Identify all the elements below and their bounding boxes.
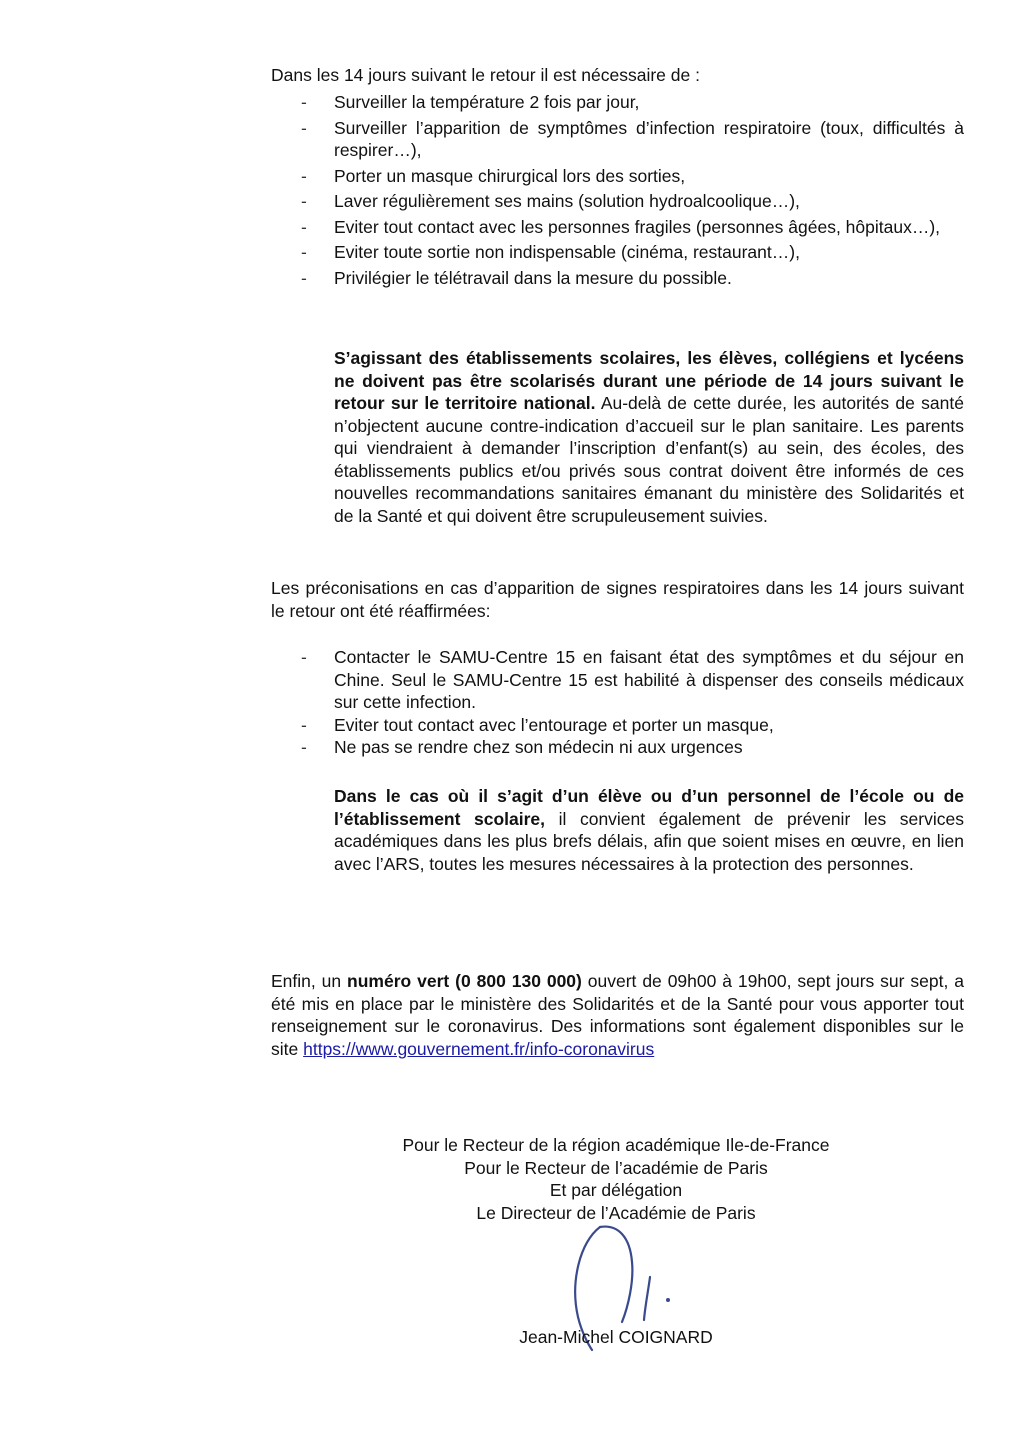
signature-line: Le Directeur de l’Académie de Paris [476,1202,756,1223]
signature-line: Pour le Recteur de l’académie de Paris [464,1157,768,1178]
list-item: - Contacter le SAMU-Centre 15 en faisant état des symptômes et du séjour en Chine. Seul le SAMU-Centre 15 est habilité à dispenser des conseils médicaux sur cette infection. [301,647,964,712]
hotline-number: numéro vert (0 800 130 000) [347,971,582,991]
list-item: - Surveiller l’apparition de symptômes d’infection respiratoire (toux, difficultés à respirer…), [301,117,964,160]
list-item: - Laver régulièrement ses mains (solution hydroalcoolique…), [301,191,800,211]
schools-bold-text: S’agissant des établissements scolaires, les élèves, collégiens et lycéens ne doivent pas être scolarisés durant une période de 14 jours suivant le retour sur le territoire national. [334,348,964,413]
preconisations-paragraph: Les préconisations en cas d’apparition de signes respiratoires dans les 14 jours suivant le retour ont été réaffirmées: [271,578,964,621]
signatory-name: Jean-Michel COIGNARD [519,1327,713,1347]
pupil-paragraph [334,785,964,875]
list-item: - Eviter tout contact avec les personnes fragiles (personnes âgées, hôpitaux…), [301,216,941,237]
intro-paragraph: Dans les 14 jours suivant le retour il est nécessaire de : [271,65,700,85]
schools-text: Au-delà de cette durée, les autorités de santé n’objectent aucune contre-indication d’accueil sur le plan sanitaire. Les parents qui viendraient à demander l’inscription d’enfant(s) au sein, des écoles, des établissements publics et/ou privés sous contrat doivent être informés de ces nouvelles recommandations sanitaires émanant du ministère des Solidarités et de la Santé et qui doivent être scrupuleusement suivies. [334,393,964,526]
signature-line: Et par délégation [549,1180,683,1200]
pupil-text: il convient également de prévenir les services académiques dans les plus brefs délais, afin que soient mises en œuvre, en lien avec l’ARS, toutes les mesures nécessaires à la protection des personnes. [334,808,964,874]
list-item: - Porter un masque chirurgical lors des sorties, [301,165,686,186]
signature-block [330,1134,902,1224]
hotline-paragraph: Enfin, un numéro vert (0 800 130 000) ouvert de 09h00 à 19h00, sept jours sur sept, a été mis en place par le ministère des Solidarités et de la Santé pour vous apporter tout renseignement sur le coronavirus. Des informations sont également disponibles sur le site https://www.gouvernement.fr/info-coronavirus [271,971,964,1059]
signature-line: Pour le Recteur de la région académique Ile-de-France [402,1135,830,1155]
precautions-list [271,91,964,289]
list-item: - Eviter toute sortie non indispensable (cinéma, restaurant…), [301,242,800,262]
list-item: - Ne pas se rendre chez son médecin ni aux urgences [301,737,743,757]
list-item: - Surveiller la température 2 fois par jour, [301,92,640,112]
list-item: - Privilégier le télétravail dans la mesure du possible. [301,267,732,288]
coronavirus-info-link[interactable]: https://www.gouvernement.fr/info-coronavirus [303,1038,655,1059]
schools-paragraph [334,347,964,527]
list-item: - Eviter tout contact avec l’entourage et porter un masque, [301,714,774,735]
respiratory-signs-list [271,646,964,759]
pupil-bold-text: Dans le cas où il s’agit d’un élève ou d’un personnel de l’école ou de l’établissement scolaire, [334,786,964,829]
